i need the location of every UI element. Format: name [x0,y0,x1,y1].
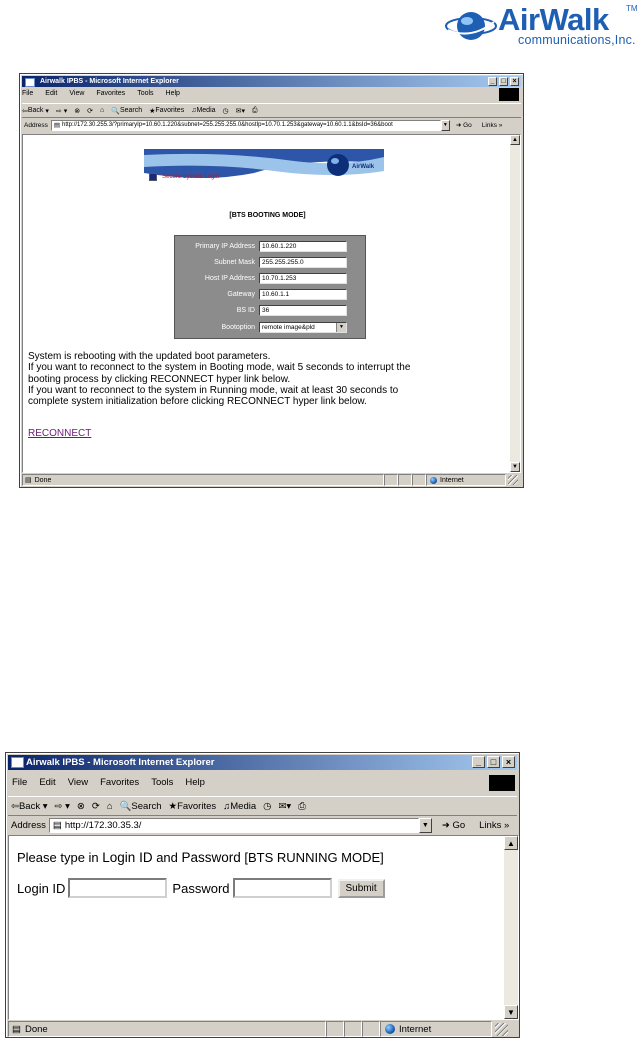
chevron-down-icon[interactable]: ▼ [336,323,346,332]
message-line: If you want to reconnect to the system in Booting mode, wait 5 seconds to interrupt the [28,362,411,374]
secure-login-label: Secure System Login [162,174,220,180]
subnet-mask-label: Subnet Mask [214,258,255,266]
prompt-and: and [152,850,182,865]
close-button[interactable]: × [510,77,519,86]
print-icon[interactable]: ⎙ [298,800,306,812]
home-icon[interactable]: ⌂ [99,107,105,114]
page-content [8,835,519,1020]
vertical-scrollbar[interactable] [510,135,520,472]
media-button[interactable] [223,801,256,812]
status-pane-empty [412,474,426,486]
subnet-mask-field[interactable]: 255.255.255.0 [259,257,347,268]
reconnect-link[interactable]: RECONNECT [28,428,92,439]
globe-logo-icon [444,6,498,46]
search-button[interactable] [111,107,142,115]
title-bar [22,76,521,87]
refresh-icon[interactable]: ⟳ [91,800,100,812]
status-pane-empty [398,474,412,486]
gateway-label: Gateway [227,290,255,298]
menu-tools[interactable]: Tools [137,90,154,97]
scroll-up-button[interactable]: ▲ [504,836,518,850]
media-button[interactable] [191,107,215,114]
browser-window-login [5,752,520,1038]
address-bar [22,119,521,131]
go-button[interactable] [456,121,472,129]
banner-logo-text: AirWalk [352,164,375,170]
resize-grip-icon[interactable] [495,1023,508,1036]
media-icon: ♫ [191,107,197,114]
forward-button[interactable]: ⇨ ▾ [54,800,70,812]
toolbar [8,796,517,816]
go-arrow-icon: ➜ [441,819,450,831]
history-icon[interactable]: ◷ [222,107,229,115]
bs-id-field[interactable]: 36 [259,305,347,316]
home-icon[interactable]: ⌂ [106,800,113,812]
stop-icon[interactable]: ⊗ [74,107,81,115]
status-bar [22,474,521,486]
boot-parameters-form [174,235,366,339]
window-title: Airwalk IPBS - Microsoft Internet Explorer [26,757,215,768]
back-label: Back [27,107,44,114]
favorites-button[interactable] [149,107,184,115]
address-input[interactable] [51,120,441,131]
page-icon: ▤ [53,122,61,129]
address-dropdown-button[interactable]: ▼ [419,818,432,833]
back-label: Back [18,800,41,812]
menu-favorites[interactable]: Favorites [100,777,140,788]
bootoption-label: Bootoption [221,323,255,331]
scroll-down-button[interactable]: ▼ [510,462,520,472]
status-pane [22,474,384,486]
media-label: Media [230,800,257,812]
favorites-button[interactable] [169,801,217,812]
prompt-password: Password [181,850,241,865]
media-label: Media [196,107,216,114]
brand-logo [444,2,636,50]
internet-globe-icon [385,1024,395,1034]
go-label: Go [463,122,472,129]
zone-text: Internet [399,1023,432,1035]
login-id-label: Login ID [17,880,66,896]
bs-id-label: BS ID [236,306,255,314]
scroll-down-button[interactable]: ▼ [504,1005,518,1019]
forward-button[interactable]: ⇨ ▾ [55,107,68,115]
menu-help[interactable]: Help [165,90,180,97]
links-label: Links [481,121,497,129]
history-icon[interactable]: ◷ [263,800,272,812]
minimize-button[interactable]: _ [472,756,485,768]
page-done-icon: ▤ [25,477,32,484]
bootoption-value: remote image&pld [262,323,315,331]
zone-text: Internet [440,476,464,484]
status-pane [8,1021,326,1037]
form-row-host-ip [175,271,365,285]
windows-logo-icon [489,775,515,791]
status-bar [8,1021,517,1037]
form-row-bs-id [175,303,365,317]
message-line: booting process by clicking RECONNECT hyper link below. [28,373,291,385]
search-icon: 🔍 [111,107,120,115]
secure-login-icon [149,173,157,181]
status-text: Done [24,1023,48,1035]
links-button[interactable]: Links » [481,121,503,129]
stop-icon[interactable]: ⊗ [76,800,85,812]
scroll-up-button[interactable]: ▲ [510,135,520,145]
search-label: Search [131,800,162,812]
maximize-button[interactable]: □ [487,756,500,768]
menu-bar [8,777,517,791]
favorites-icon: ★ [149,107,156,115]
favorites-label: Favorites [177,800,217,812]
windows-logo-icon [499,88,519,101]
back-button[interactable]: ⇦ Back ▾ [22,107,49,115]
menu-edit[interactable]: Edit [39,777,56,788]
close-button[interactable]: × [502,756,515,768]
minimize-button[interactable]: _ [488,77,497,86]
address-bar [8,817,517,833]
form-row-primary-ip [175,239,365,253]
go-label: Go [452,819,466,831]
zone-pane [426,474,506,486]
address-url: http://172.30.255.3/?primaryIp=10.60.1.220&subnet=255.255.255.0&hostIp=10.70.1.253&gateway=10.60.1.1&bsId=36&boot [62,122,393,128]
prompt-mode: [BTS RUNNING MODE] [240,850,384,865]
gateway-field[interactable]: 10.60.1.1 [259,289,347,300]
form-row-gateway [175,287,365,301]
status-pane-empty [326,1021,344,1037]
form-row-bootoption [175,320,365,334]
primary-ip-field[interactable]: 10.60.1.220 [259,241,347,252]
favorites-icon: ★ [168,800,178,812]
secure-login-link[interactable] [149,173,219,181]
page-content [22,134,521,473]
go-arrow-icon: ➜ [455,122,462,129]
menu-favorites[interactable]: Favorites [96,90,126,97]
password-label: Password [172,880,230,896]
go-button[interactable] [442,820,465,831]
host-ip-label: Host IP Address [204,274,255,282]
links-button[interactable]: Links » [479,819,510,831]
message-line: complete system initialization before clicking RECONNECT hyper link below. [28,396,367,408]
menu-file[interactable]: File [22,90,34,97]
media-icon: ♫ [223,800,231,812]
status-pane-empty [344,1021,362,1037]
mail-icon[interactable]: ✉▾ [235,107,246,115]
submit-button[interactable]: Submit [338,879,385,898]
address-label: Address [24,121,48,129]
menu-view[interactable]: View [67,777,89,788]
favorites-label: Favorites [155,107,185,114]
window-title: Airwalk IPBS - Microsoft Internet Explorer [40,78,179,85]
refresh-icon[interactable]: ⟳ [87,107,93,115]
mail-icon[interactable]: ✉▾ [278,800,292,812]
search-button[interactable] [120,801,162,812]
primary-ip-label: Primary IP Address [195,242,255,250]
brand-name: AirWalk [498,2,609,37]
browser-window-booting [19,73,524,488]
login-id-input[interactable] [68,878,167,898]
toolbar [22,103,521,118]
status-pane-empty [384,474,398,486]
vertical-scrollbar[interactable] [504,836,518,1019]
internet-globe-icon [430,477,437,484]
brand-trademark: TM [626,4,638,13]
password-input[interactable] [233,878,332,898]
login-form [17,878,385,898]
menu-bar [22,90,521,100]
address-input[interactable] [49,818,419,833]
form-row-subnet [175,255,365,269]
reboot-message [28,351,498,407]
links-label: Links [479,819,502,831]
address-dropdown-button[interactable]: ▼ [441,120,450,131]
search-icon: 🔍 [119,800,132,812]
message-line: If you want to reconnect to the system in Running mode, wait at least 30 seconds to [28,384,399,396]
zone-pane [380,1021,492,1037]
title-bar [8,755,517,770]
menu-edit[interactable]: Edit [45,90,58,97]
brand-tagline: communications,Inc. [518,33,636,47]
ie-app-icon [25,78,35,87]
print-icon[interactable]: ⎙ [252,106,258,114]
prompt-login-id: Login ID [102,850,153,865]
back-button[interactable]: ⇦ Back ▾ [11,800,48,812]
search-label: Search [119,107,143,114]
message-line: System is rebooting with the updated boot parameters. [28,351,271,362]
resize-grip-icon[interactable] [508,475,518,485]
status-pane-empty [362,1021,380,1037]
menu-tools[interactable]: Tools [151,777,174,788]
maximize-button[interactable]: □ [499,77,508,86]
page-icon: ▤ [52,819,62,831]
ie-app-icon [11,757,24,768]
address-label: Address [11,819,46,831]
menu-file[interactable]: File [12,777,28,788]
menu-help[interactable]: Help [185,777,205,788]
address-url: http://172.30.35.3/ [64,819,142,831]
menu-view[interactable]: View [69,90,85,97]
prompt-text: Please type in [17,850,103,865]
login-prompt [17,850,384,865]
booting-mode-heading: [BTS BOOTING MODE] [229,212,306,219]
status-text: Done [34,476,52,484]
page-done-icon: ▤ [12,1023,21,1035]
host-ip-field[interactable]: 10.70.1.253 [259,273,347,284]
bootoption-select[interactable] [259,322,347,333]
